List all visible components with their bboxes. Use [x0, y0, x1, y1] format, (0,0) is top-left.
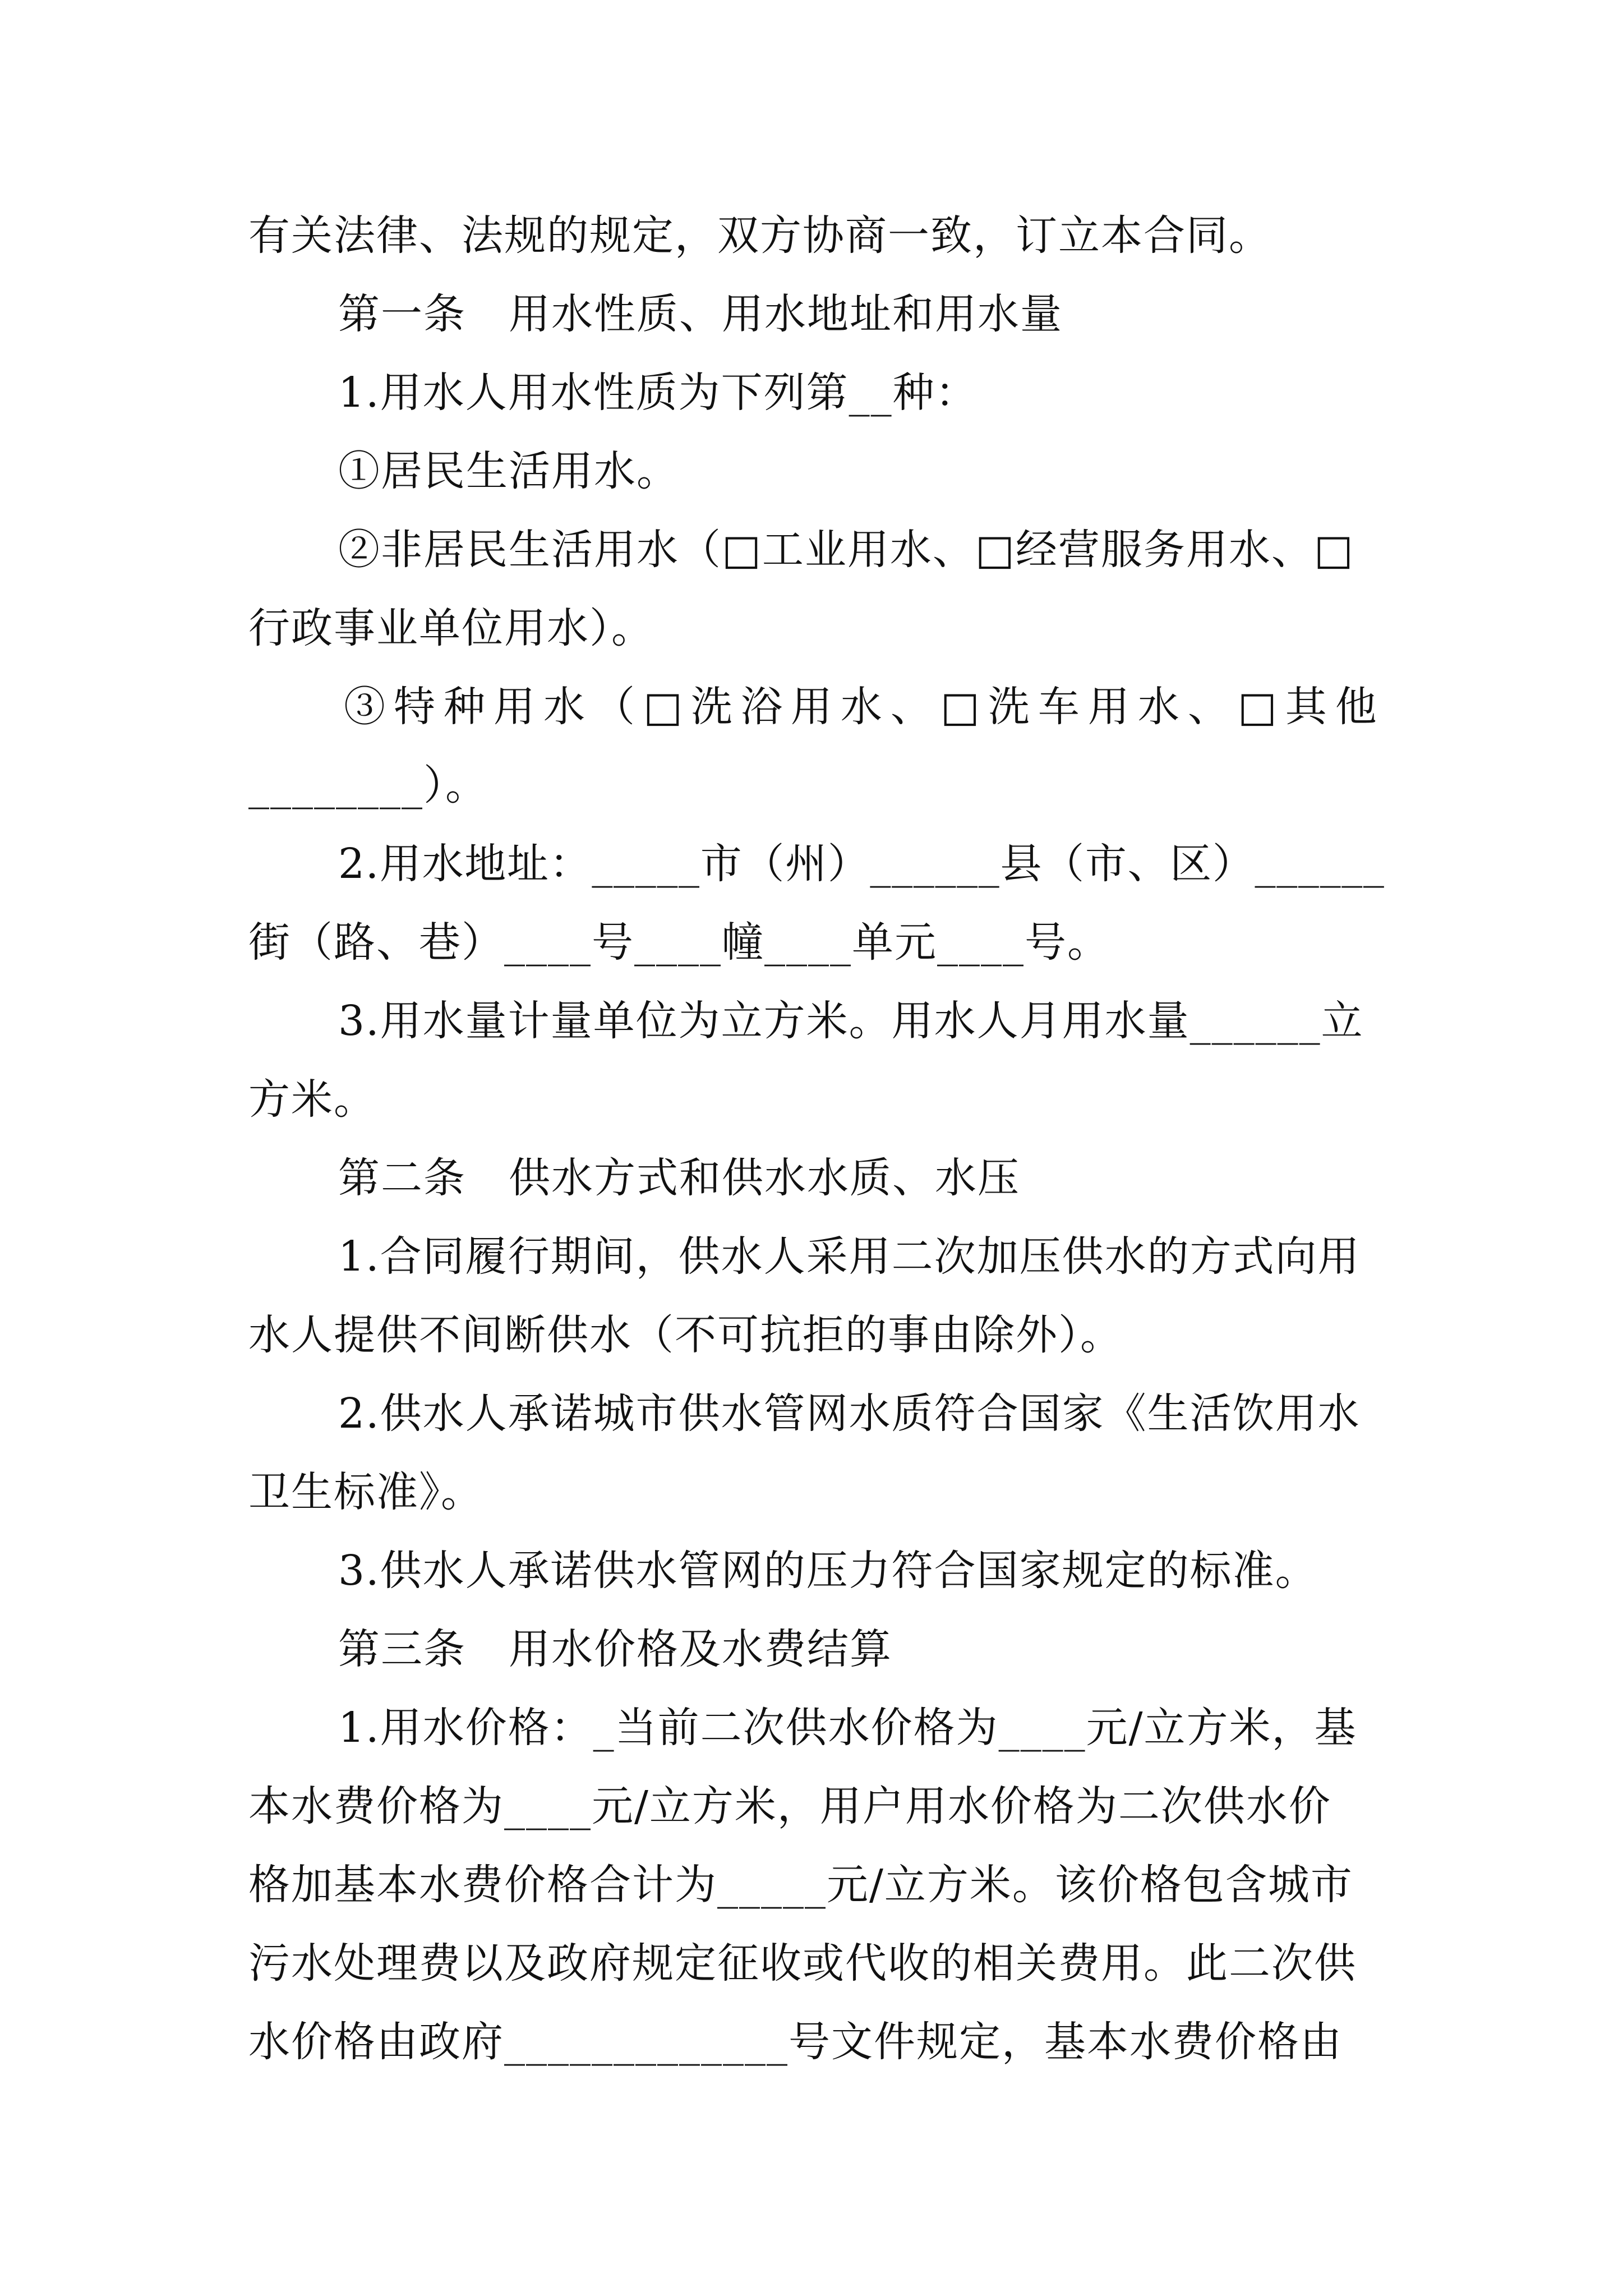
- paragraph-line: ③特种用水（□洗浴用水、□洗车用水、□其他: [344, 683, 1385, 731]
- paragraph-line: ①居民生活用水。: [338, 447, 679, 495]
- paragraph-line: 1.合同履行期间，供水人采用二次加压供水的方式向用: [338, 1232, 1361, 1281]
- paragraph-line: 水价格由政府_____________号文件规定，基本水费价格由: [248, 2018, 1343, 2066]
- paragraph-line: 1.用水价格：_当前二次供水价格为____元/立方米，基: [338, 1704, 1357, 1752]
- article-heading: 第三条 用水价格及水费结算: [338, 1625, 892, 1673]
- paragraph-line: 方米。: [248, 1075, 376, 1124]
- paragraph-line: ________）。: [248, 761, 488, 809]
- paragraph-line: 本水费价格为____元/立方米，用户用水价格为二次供水价: [248, 1782, 1331, 1830]
- article-heading: 第一条 用水性质、用水地址和用水量: [338, 290, 1063, 338]
- paragraph-line: 水人提供不间断供水（不可抗拒的事由除外）。: [248, 1311, 1123, 1359]
- paragraph-line: 街（路、巷）____号____幢____单元____号。: [248, 918, 1110, 967]
- paragraph-line: 污水处理费以及政府规定征收或代收的相关费用。此二次供: [248, 1939, 1357, 1987]
- paragraph-line: 2.用水地址：_____市（州）______县（市、区）______: [338, 840, 1385, 888]
- paragraph-line: ②非居民生活用水（□工业用水、□经营服务用水、□: [338, 526, 1354, 574]
- paragraph-line: 3.供水人承诺供水管网的压力符合国家规定的标准。: [338, 1547, 1318, 1595]
- paragraph-line: 卫生标准》。: [248, 1468, 483, 1516]
- article-heading: 第二条 供水方式和供水水质、水压: [338, 1154, 1020, 1202]
- paragraph-line: 格加基本水费价格合计为_____元/立方米。该价格包含城市: [248, 1861, 1353, 1909]
- paragraph-line: 1.用水人用水性质为下列第__种：: [338, 369, 978, 417]
- paragraph-line: 行政事业单位用水）。: [248, 604, 654, 652]
- paragraph-line: 有关法律、法规的规定，双方协商一致，订立本合同。: [248, 211, 1271, 260]
- paragraph-line: 3.用水量计量单位为立方米。用水人月用水量______立: [338, 997, 1364, 1045]
- paragraph-line: 2.供水人承诺城市供水管网水质符合国家《生活饮用水: [338, 1389, 1361, 1438]
